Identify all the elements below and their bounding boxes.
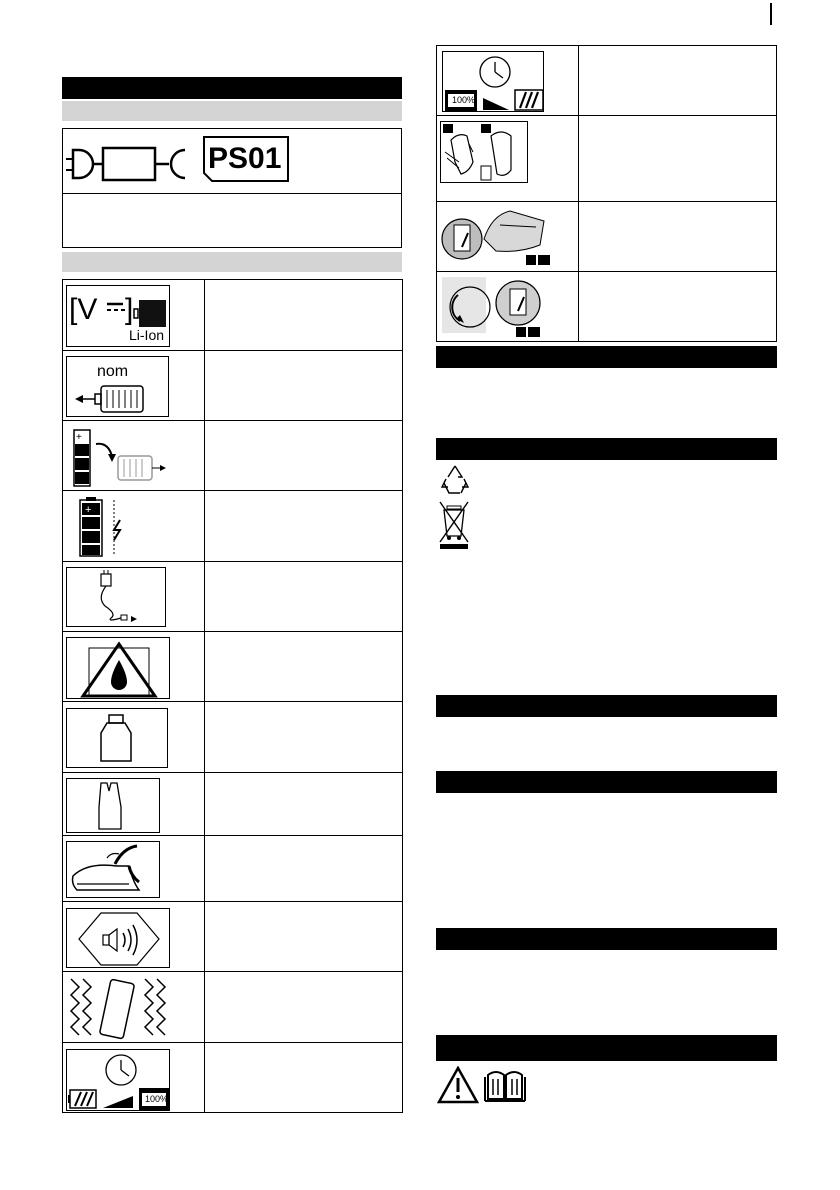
symbol-row [63,351,402,421]
symbol-row [63,491,402,562]
subsection-header-bar [62,101,402,121]
plug-box-divider [63,193,401,194]
page-corner-mark [770,3,772,25]
symbol-row [437,116,776,202]
battery-charge-icon [66,494,170,558]
plug-diagram [65,137,195,187]
oil-warning-icon [66,637,170,699]
right-symbol-table [436,45,777,342]
charging-time-full-icon [442,51,544,112]
section-header-bar-3 [436,346,777,368]
svg-text:+: + [85,504,92,516]
charger-icon [66,567,166,627]
plug-info-box [62,128,402,248]
symbol-row [437,202,776,272]
symbol-row [63,632,402,702]
section-header-bar-7 [436,928,777,950]
rotate-switch-icon [440,275,544,339]
subsection-header-bar-2 [62,252,402,272]
svg-text:]: ] [125,293,134,326]
voltage-battery-icon [66,285,170,347]
charging-time-icon [66,1049,170,1111]
section-header-bar [62,77,402,99]
symbol-row [437,46,776,116]
weight-icon [66,708,168,768]
switch-on-icon [440,205,552,269]
symbol-row [63,773,402,836]
crossed-bin-icon [438,500,470,552]
section-header-bar-5 [436,695,777,717]
motor-nominal-icon [66,356,169,417]
symbol-table [62,279,403,1113]
symbol-row [63,702,402,773]
recycling-icon [440,463,470,497]
manual-book-icon [484,1067,526,1103]
li-ion-label: Li-Ion [129,327,165,343]
symbol-row [63,421,402,491]
symbol-row [63,280,402,351]
svg-text:+: + [76,432,82,443]
ps01-label: PS01 [208,142,282,175]
symbol-row [63,972,402,1043]
nom-label: nom [97,363,129,380]
blade-guard-icon [66,778,160,833]
symbol-row [63,1043,402,1114]
vibration-icon [65,975,171,1041]
svg-text:[V: [V [69,293,98,326]
section-header-bar-4 [436,438,777,460]
handle-grip-icon [440,121,528,183]
plug-symbol-icon [65,137,195,187]
section-header-bar-8 [436,1035,777,1061]
symbol-row [63,902,402,972]
sound-level-icon [66,908,170,968]
blade-length-icon [66,841,160,898]
symbol-row [63,836,402,902]
warning-triangle-icon [437,1066,479,1104]
ps01-tag [200,135,292,183]
symbol-row [63,562,402,632]
symbol-row [437,272,776,343]
charge-full-label-2: 100% [452,95,476,105]
section-header-bar-6 [436,771,777,793]
charge-full-label: 100% [145,1094,169,1104]
battery-to-motor-icon [66,424,170,488]
